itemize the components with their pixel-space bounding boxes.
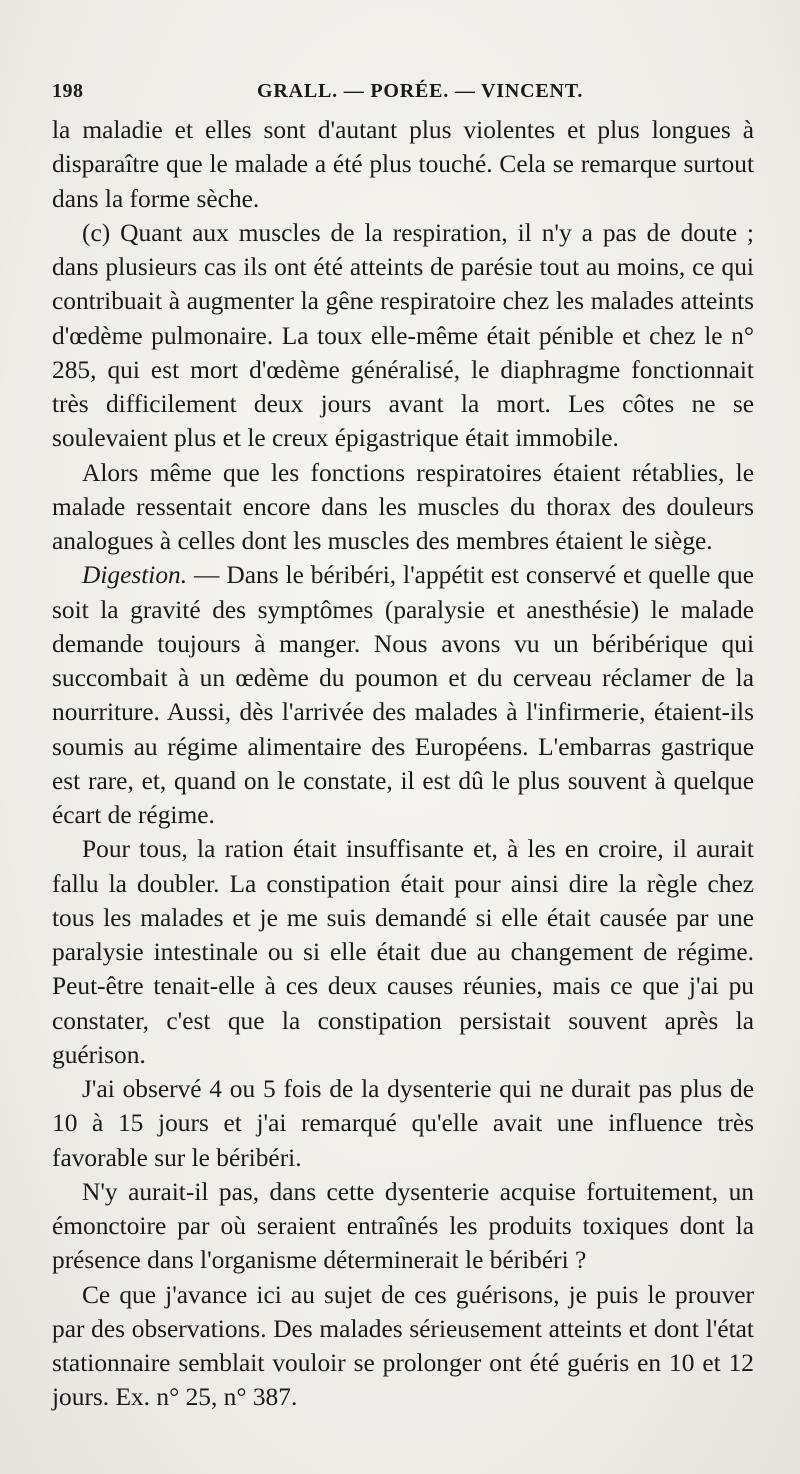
- paragraph: [52, 113, 754, 216]
- paragraph: [52, 832, 754, 1072]
- section-heading: Digestion.: [82, 561, 188, 590]
- page-header: [52, 80, 752, 112]
- paragraph: [52, 1175, 754, 1278]
- paragraph: [52, 456, 754, 559]
- paragraph-text: — Dans le béribéri, l'appétit est conservé et quelle que soit la gravité des symptômes (paralysie et anesthésie) le malade demande toujours à manger. Nous avons vu un béribérique qui succombait à un œdème du poumon et du cerveau réclamer de la nourriture. Aussi, dès l'arrivée des malades à l'infirmerie, étaient-ils soumis au régime alimentaire des Européens. L'embarras gastrique est rare, et, quand on le constate, il est dû le plus souvent à quelque écart de régime.: [52, 561, 754, 829]
- body-text: [52, 113, 754, 1415]
- paragraph: [52, 1072, 754, 1175]
- paragraph: [52, 1278, 754, 1415]
- paragraph-text: J'ai observé 4 ou 5 fois de la dysenterie qui ne durait pas plus de 10 à 15 jours et j'ai remarqué qu'elle avait une influence très favorable sur le béribéri.: [52, 1075, 754, 1172]
- paragraph-text: Pour tous, la ration était insuffisante et, à les en croire, il aurait fallu la doubler. La constipation était pour ainsi dire la règle chez tous les malades et je me suis demandé si elle était causée par une paralysie intestinale ou si elle était due au changement de régime. Peut-être tenait-elle à ces deux causes réunies, mais ce que j'ai pu constater, c'est que la constipation persistait souvent après la guérison.: [52, 835, 754, 1069]
- paragraph-text: Ce que j'avance ici au sujet de ces guérisons, je puis le prouver par des observations. Des malades sérieusement atteints et dont l'état stationnaire semblait vouloir se prolonger ont été guéris en 10 et 12 jours. Ex. n° 25, n° 387.: [52, 1280, 754, 1412]
- running-head: GRALL. — PORÉE. — VINCENT.: [257, 80, 584, 102]
- paragraph-text: Alors même que les fonctions respiratoires étaient rétablies, le malade ressentait encore dans les muscles du thorax des douleurs analogues à celles dont les muscles des membres étaient le siège.: [52, 458, 754, 555]
- paragraph: [52, 558, 754, 832]
- paragraph-lead: (c): [82, 218, 111, 247]
- page-number: 198: [52, 80, 84, 102]
- paragraph-text: la maladie et elles sont d'autant plus violentes et plus longues à disparaître que le malade a été plus touché. Cela se remarque surtout dans la forme sèche.: [52, 116, 754, 213]
- paragraph-text: N'y aurait-il pas, dans cette dysenterie acquise fortuitement, un émonctoire par où seraient entraînés les produits toxiques dont la présence dans l'organisme déterminerait le béribéri ?: [52, 1177, 754, 1275]
- paragraph-text: Quant aux muscles de la respiration, il n'y a pas de doute ; dans plusieurs cas ils ont été atteints de parésie tout au moins, ce qui contribuait à augmenter la gêne respiratoire chez les malades atteints d'œdème pulmonaire. La toux elle-même était pénible et chez le n° 285, qui est mort d'œdème généralisé, le diaphragme fonctionnait très difficilement deux jours avant la mort. Les côtes ne se soulevaient plus et le creux épigastrique était immobile.: [52, 218, 754, 453]
- paragraph: [52, 216, 754, 456]
